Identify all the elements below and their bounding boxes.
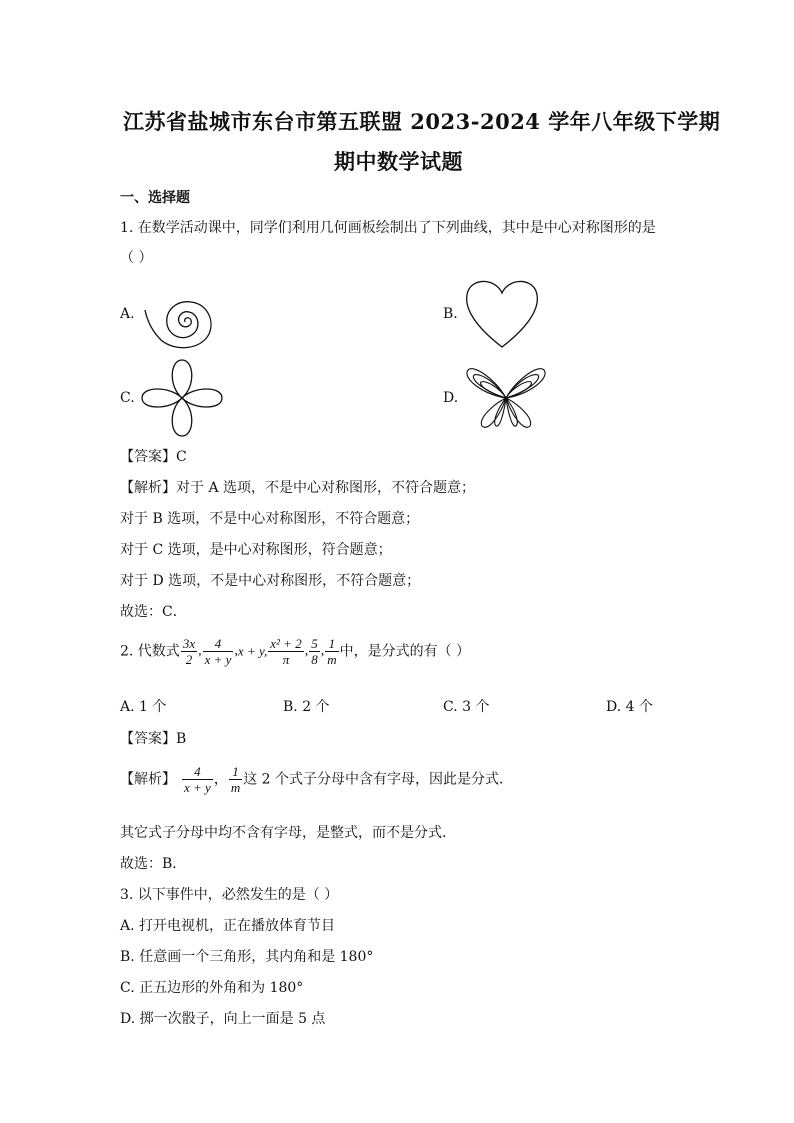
fraction-5-over-8: $\frac{5}{8}$ bbox=[311, 636, 318, 667]
analysis-text: 对于 A 选项，不是中心对称图形，不符合题意； bbox=[176, 480, 476, 496]
q2-analysis-line1 bbox=[120, 764, 513, 795]
q3-option-c: C. 正五边形的外角和为 180° bbox=[120, 980, 304, 996]
fraction-4-over-x-plus-y: $\frac{4}{x + y}$ bbox=[184, 764, 211, 795]
q1-conclusion: 故选：C． bbox=[120, 604, 187, 620]
q1-analysis-line2: 对于 B 选项，不是中心对称图形，不符合题意； bbox=[120, 511, 420, 527]
q1-analysis-line1 bbox=[120, 477, 475, 497]
analysis-tag: 【解析】 bbox=[120, 480, 176, 496]
q2-option-d: D. 4 个 bbox=[606, 699, 653, 715]
q1-option-b-label: B. bbox=[443, 306, 458, 322]
butterfly-icon bbox=[464, 360, 548, 432]
spiral-icon bbox=[135, 280, 225, 350]
q1-option-d-label: D. bbox=[443, 390, 459, 406]
page-title-line1: 江苏省盐城市东台市第五联盟 2023-2024 学年八年级下学期 bbox=[123, 109, 721, 134]
analysis-tag: 【解析】 bbox=[120, 771, 176, 788]
q2-suffix: 中，是分式的有（ ） bbox=[339, 643, 471, 660]
fraction-4-over-x-plus-y: $\frac{4}{x + y}$ bbox=[204, 636, 232, 667]
q3-option-b: B. 任意画一个三角形，其内角和是 180° bbox=[120, 949, 374, 965]
section-heading: 一、选择题 bbox=[120, 190, 190, 206]
q1-analysis-line4: 对于 D 选项，不是中心对称图形，不符合题意； bbox=[120, 573, 421, 589]
heart-icon bbox=[462, 275, 542, 351]
q3-stem: 3. 以下事件中，必然发生的是（ ） bbox=[120, 887, 339, 903]
q2-option-b: B. 2 个 bbox=[283, 699, 330, 715]
q1-analysis-line3: 对于 C 选项，是中心对称图形，符合题意； bbox=[120, 542, 392, 558]
q3-option-a: A. 打开电视机，正在播放体育节目 bbox=[120, 918, 336, 934]
fraction-1-over-m: $\frac{1}{m}$ bbox=[327, 636, 337, 667]
q2-stem: 2. 代数式 $\frac{3x}{2}$ , $\frac{4}{x + y}$ ,x + y, $\frac{\text{x² + 2}}{\pi}$ , $\frac{5}{8}$ , $\frac{1}{m}$ 中，是分式的有（ ） bbox=[120, 636, 471, 667]
q2-analysis-line2: 其它式子分母中均不含有字母，是整式，而不是分式． bbox=[120, 825, 456, 841]
q2-conclusion: 故选：B． bbox=[120, 856, 187, 872]
analysis-sep: ， bbox=[213, 771, 228, 788]
q2-option-a: A. 1 个 bbox=[120, 699, 167, 715]
fraction-x2-plus-2-over-pi: $\frac{\text{x² + 2}}{\pi}$ bbox=[270, 636, 302, 667]
q1-option-c-label: C. bbox=[120, 390, 135, 406]
q3-option-d: D. 掷一次骰子，向上一面是 5 点 bbox=[120, 1011, 326, 1027]
q2-answer: 【答案】B bbox=[120, 731, 187, 747]
page-title-line2: 期中数学试题 bbox=[334, 149, 463, 174]
q2-option-c: C. 3 个 bbox=[443, 699, 490, 715]
expression-x-plus-y: x + y, bbox=[237, 643, 268, 659]
four-petal-flower-icon bbox=[138, 358, 226, 438]
q2-prefix: 2. 代数式 bbox=[120, 643, 180, 660]
analysis-rest: 这 2 个式子分母中含有字母，因此是分式． bbox=[243, 771, 514, 788]
q1-option-a-label: A. bbox=[120, 306, 135, 322]
fraction-1-over-m: $\frac{1}{m}$ bbox=[230, 764, 241, 795]
q1-paren: （ ） bbox=[120, 250, 153, 266]
q1-stem: 1. 在数学活动课中，同学们利用几何画板绘制出了下列曲线，其中是中心对称图形的是 bbox=[120, 220, 656, 236]
fraction-3x-over-2: $\frac{3x}{2}$ bbox=[182, 636, 196, 667]
q1-answer: 【答案】C bbox=[120, 449, 187, 465]
